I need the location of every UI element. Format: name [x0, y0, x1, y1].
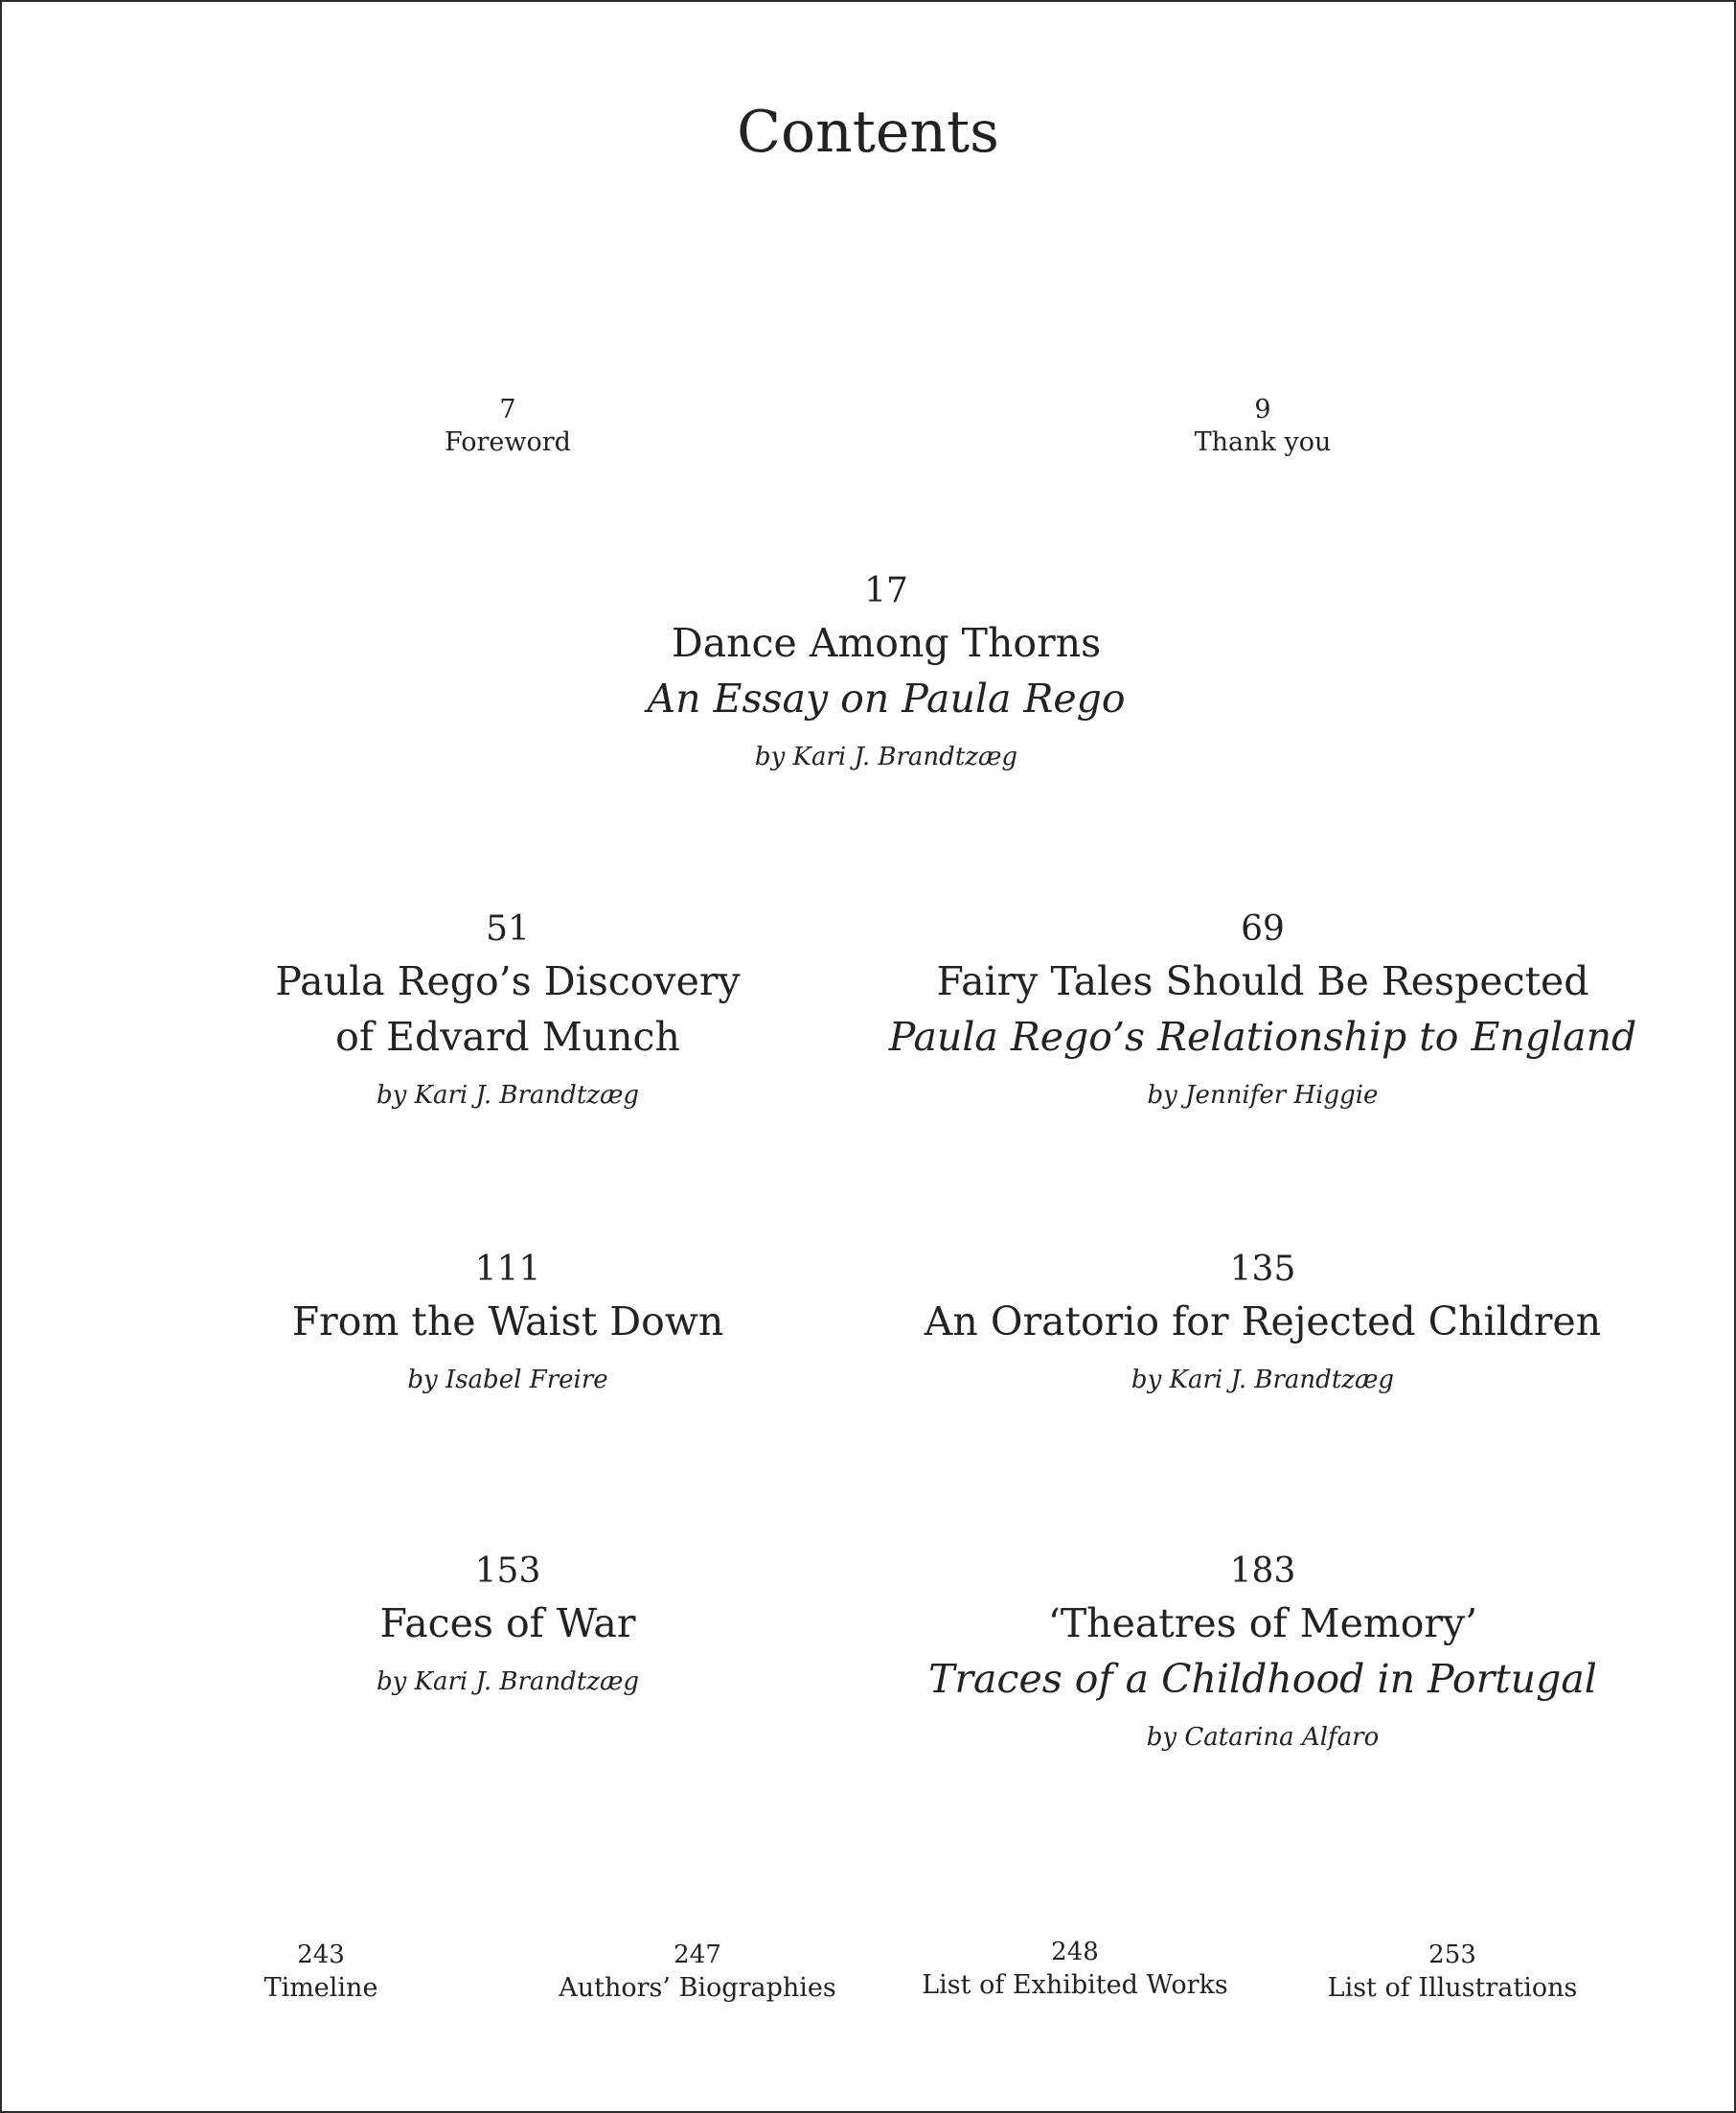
entry-title-line-2: of Edvard Munch — [335, 1014, 680, 1060]
page-number: 153 — [474, 1551, 541, 1591]
page-number: 9 — [1254, 395, 1271, 425]
page-number: 17 — [864, 571, 908, 610]
entry-title: ‘Theatres of Memory’ — [1047, 1600, 1478, 1646]
page-number: 111 — [474, 1250, 541, 1289]
entry-author: by Kari J. Brandtzæg — [1131, 1366, 1395, 1394]
toc-entry-foreword[interactable] — [445, 395, 571, 460]
entry-title-line-1: Paula Rego’s Discovery — [275, 958, 741, 1004]
entry-author: by Kari J. Brandtzæg — [376, 1081, 640, 1110]
entry-title: Dance Among Thorns — [671, 620, 1102, 666]
entry-title: An Oratorio for Rejected Children — [924, 1298, 1602, 1344]
entry-author: by Isabel Freire — [407, 1366, 608, 1394]
entry-title: List of Exhibited Works — [922, 1970, 1228, 2000]
entry-title: Timeline — [263, 1973, 378, 2003]
toc-entry-dance-among-thorns[interactable] — [647, 567, 1125, 776]
entry-title: Faces of War — [379, 1600, 636, 1646]
page-number: 183 — [1229, 1551, 1296, 1591]
page-number: 51 — [486, 909, 530, 949]
toc-entry-timeline[interactable] — [264, 1939, 378, 2006]
entry-author: by Jennifer Higgie — [1147, 1081, 1379, 1110]
toc-entry-list-of-illustrations[interactable] — [1328, 1939, 1578, 2006]
entry-subtitle: Paula Rego’s Relationship to England — [888, 1014, 1637, 1060]
page-number: 135 — [1229, 1250, 1296, 1289]
entry-title: Thank you — [1194, 427, 1332, 457]
toc-entry-theatres-of-memory[interactable] — [928, 1548, 1597, 1757]
entry-subtitle: Traces of a Childhood in Portugal — [928, 1656, 1597, 1702]
toc-entry-from-the-waist-down[interactable] — [292, 1246, 724, 1399]
page-number: 253 — [1428, 1941, 1476, 1969]
toc-entry-exhibited-works[interactable] — [922, 1936, 1228, 2003]
page-number: 69 — [1241, 909, 1285, 949]
page-number: 248 — [1051, 1938, 1099, 1966]
page-title: Contents — [737, 99, 999, 166]
toc-entry-faces-of-war[interactable] — [377, 1548, 639, 1701]
entry-title: From the Waist Down — [291, 1298, 724, 1344]
entry-title: Fairy Tales Should Be Respected — [936, 958, 1589, 1004]
toc-entry-discovery-of-munch[interactable] — [275, 906, 740, 1114]
page-number: 243 — [297, 1941, 345, 1969]
toc-entry-fairy-tales[interactable] — [889, 906, 1637, 1114]
page-number: 247 — [674, 1941, 721, 1969]
entry-subtitle: An Essay on Paula Rego — [647, 676, 1126, 722]
entry-title: Foreword — [445, 427, 571, 457]
entry-author: by Kari J. Brandtzæg — [754, 743, 1018, 771]
page-number: 7 — [499, 395, 516, 425]
entry-title: Authors’ Biographies — [559, 1973, 836, 2003]
toc-entry-thank-you[interactable] — [1195, 395, 1332, 460]
toc-entry-oratorio[interactable] — [925, 1246, 1601, 1399]
entry-title: List of Illustrations — [1327, 1973, 1578, 2003]
entry-author: by Kari J. Brandtzæg — [376, 1667, 640, 1696]
toc-entry-authors-biographies[interactable] — [559, 1939, 835, 2006]
entry-author: by Catarina Alfaro — [1146, 1723, 1380, 1752]
